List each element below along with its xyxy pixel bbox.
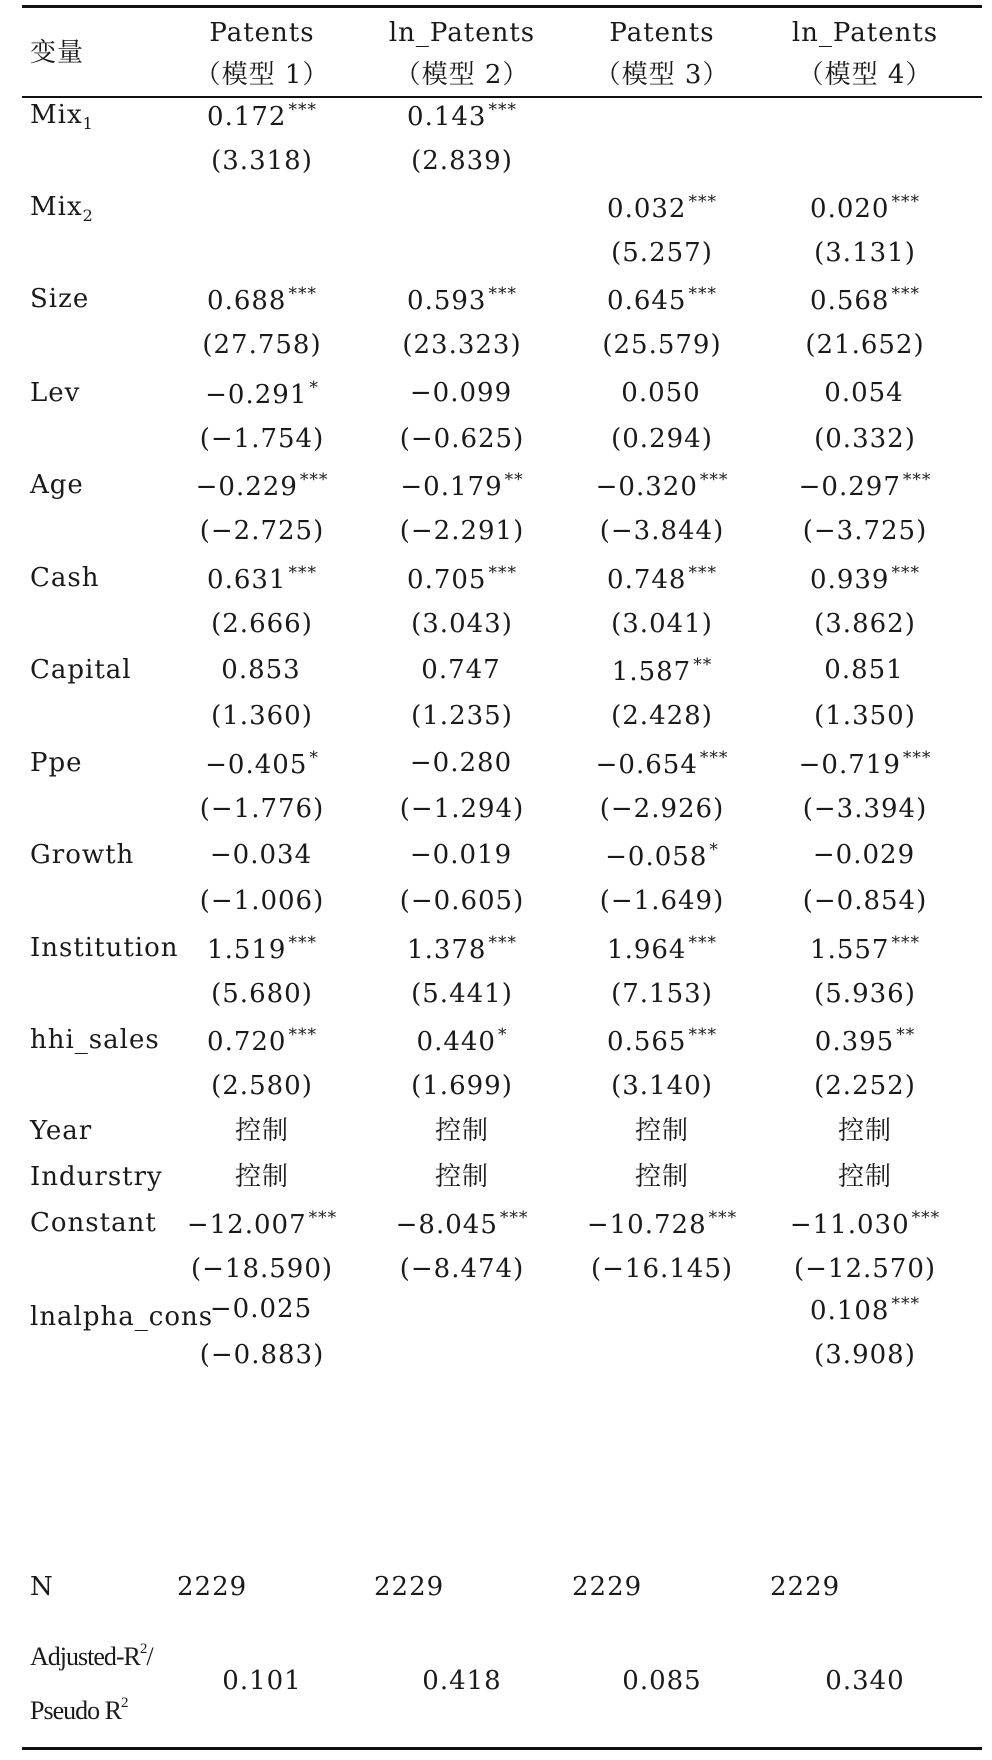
t-statistic-cell: (−0.605) — [399, 886, 525, 916]
table-bottom-rule — [22, 1747, 982, 1750]
coefficient-cell — [367, 565, 557, 593]
n-row-value: 2229 — [770, 1572, 841, 1602]
table-top-rule — [22, 5, 982, 8]
coefficient-value: 0.172 — [207, 102, 287, 132]
t-statistic-cell: (−1.006) — [199, 886, 325, 916]
coefficient-value: 0.565 — [607, 1027, 687, 1057]
coefficient-cell — [567, 286, 757, 314]
t-statistic-cell: (21.652) — [805, 330, 925, 360]
coefficient-cell — [367, 102, 557, 130]
significance-stars: *** — [699, 748, 729, 768]
coefficient-value: −12.007 — [186, 1210, 307, 1240]
coefficient-value: −0.019 — [409, 840, 513, 870]
significance-stars: ** — [693, 655, 713, 675]
coefficient-cell — [765, 1296, 965, 1324]
coefficient-cell — [765, 194, 965, 222]
coefficient-value: −0.297 — [798, 472, 901, 502]
coefficient-value: 0.688 — [207, 286, 287, 316]
coefficient-cell — [167, 380, 357, 408]
coefficient-cell — [167, 935, 357, 963]
t-statistic-cell: (2.580) — [211, 1071, 313, 1101]
coefficient-cell — [765, 842, 965, 868]
significance-stars: *** — [688, 1025, 717, 1045]
significance-stars: *** — [902, 470, 932, 490]
variable-label-size: Size — [30, 284, 90, 314]
coefficient-cell — [167, 657, 357, 683]
significance-stars: * — [309, 748, 319, 768]
coefficient-value: −8.045 — [395, 1210, 498, 1240]
coefficient-cell — [367, 935, 557, 963]
coefficient-cell — [567, 657, 757, 685]
coefficient-cell — [765, 1027, 965, 1055]
coefficient-cell — [567, 102, 757, 128]
coefficient-cell — [367, 286, 557, 314]
coefficient-cell — [765, 472, 965, 500]
significance-stars: *** — [488, 100, 517, 120]
significance-stars: *** — [902, 748, 932, 768]
r2-value: 0.340 — [825, 1666, 905, 1696]
t-statistic-cell: (3.140) — [611, 1071, 713, 1101]
control-value: 控制 — [434, 1116, 489, 1146]
t-statistic-cell: (27.758) — [202, 330, 322, 360]
coefficient-cell — [367, 472, 557, 500]
coefficient-cell — [765, 750, 965, 778]
significance-stars: *** — [288, 284, 317, 304]
r2-value: 0.101 — [222, 1666, 302, 1696]
t-statistic-cell: (−2.291) — [399, 516, 525, 546]
variable-label-mix: Mix$_2$ — [30, 192, 94, 225]
t-statistic-cell: (−3.844) — [599, 516, 725, 546]
coefficient-value: −0.025 — [209, 1294, 313, 1324]
t-statistic-cell: (2.428) — [611, 701, 713, 731]
col2-model: （模型 2） — [394, 60, 530, 90]
coefficient-value: −0.719 — [798, 750, 901, 780]
significance-stars: *** — [688, 563, 717, 583]
coefficient-value: −0.654 — [595, 750, 698, 780]
coefficient-value: −11.030 — [789, 1210, 910, 1240]
coefficient-cell — [167, 102, 357, 130]
t-statistic-cell: (−0.883) — [199, 1340, 325, 1370]
coefficient-cell — [367, 1210, 557, 1238]
coefficient-cell — [765, 286, 965, 314]
t-statistic-cell: (−0.625) — [399, 424, 525, 454]
coefficient-value: 0.645 — [607, 286, 687, 316]
significance-stars: * — [309, 378, 319, 398]
coefficient-value: 0.395 — [814, 1027, 895, 1057]
t-statistic-cell: (3.041) — [611, 609, 713, 639]
significance-stars: *** — [308, 1208, 338, 1228]
t-statistic-cell: (−3.394) — [802, 794, 928, 824]
t-statistic-cell: (1.360) — [211, 701, 313, 731]
coefficient-cell — [765, 657, 965, 683]
coefficient-cell — [167, 1210, 357, 1238]
t-statistic-cell: (5.936) — [814, 979, 916, 1009]
coefficient-value: 0.631 — [207, 565, 287, 595]
coefficient-cell — [167, 750, 357, 778]
significance-stars: *** — [708, 1208, 738, 1228]
significance-stars: *** — [891, 192, 920, 212]
n-row-value: 2229 — [177, 1572, 248, 1602]
variable-label-institution: Institution — [30, 933, 179, 963]
coefficient-value: 0.747 — [421, 655, 501, 685]
t-statistic-cell: (3.908) — [814, 1340, 916, 1370]
significance-stars: * — [497, 1025, 508, 1045]
coefficient-cell — [567, 935, 757, 963]
t-statistic-cell: (5.680) — [211, 979, 313, 1009]
control-value: 控制 — [837, 1162, 892, 1192]
coefficient-value: 0.050 — [621, 378, 701, 408]
control-value: 控制 — [634, 1162, 689, 1192]
significance-stars: *** — [488, 563, 517, 583]
coefficient-value: −0.034 — [209, 840, 313, 870]
coefficient-value: −0.229 — [195, 472, 298, 502]
coefficient-cell — [567, 565, 757, 593]
coefficient-cell — [367, 750, 557, 776]
significance-stars: ** — [504, 470, 524, 490]
coefficient-cell — [367, 380, 557, 406]
col3-model: （模型 3） — [594, 60, 730, 90]
coefficient-value: −0.058 — [605, 842, 708, 872]
control-value: 控制 — [234, 1116, 289, 1146]
significance-stars: *** — [891, 563, 920, 583]
n-row-value: 2229 — [572, 1572, 643, 1602]
significance-stars: *** — [699, 470, 729, 490]
col4-dep-var: ln_Patents — [791, 18, 939, 48]
coefficient-cell — [765, 380, 965, 406]
significance-stars: *** — [891, 284, 920, 304]
t-statistic-cell: (7.153) — [611, 979, 713, 1009]
t-statistic-cell: (−3.725) — [802, 516, 928, 546]
coefficient-value: 0.705 — [407, 565, 487, 595]
significance-stars: *** — [288, 933, 317, 953]
significance-stars: *** — [288, 100, 317, 120]
significance-stars: *** — [488, 284, 517, 304]
coefficient-value: −0.280 — [409, 748, 513, 778]
control-label-year: Year — [30, 1116, 93, 1146]
coefficient-value: −0.320 — [595, 472, 698, 502]
coefficient-value: 0.748 — [607, 565, 687, 595]
col4-model: （模型 4） — [797, 60, 933, 90]
variable-label-growth: Growth — [30, 840, 135, 870]
significance-stars: *** — [299, 470, 329, 490]
significance-stars: ** — [896, 1025, 916, 1045]
coefficient-value: −0.179 — [400, 472, 503, 502]
r2-row-label-line2: Pseudo $R^2$ — [30, 1695, 128, 1725]
coefficient-value: 0.851 — [824, 655, 904, 685]
control-label-indurstry: Indurstry — [30, 1162, 163, 1192]
coefficient-cell — [167, 565, 357, 593]
coefficient-value: 0.720 — [207, 1027, 287, 1057]
t-statistic-cell: (1.699) — [411, 1071, 513, 1101]
t-statistic-cell: (1.235) — [411, 701, 513, 731]
table-header-rule — [22, 96, 982, 98]
t-statistic-cell: (0.332) — [814, 424, 916, 454]
t-statistic-cell: (0.294) — [611, 424, 713, 454]
coefficient-cell — [567, 1296, 757, 1322]
t-statistic-cell: (−1.294) — [399, 794, 525, 824]
coefficient-value: 0.143 — [407, 102, 487, 132]
coefficient-value: 0.054 — [824, 378, 904, 408]
t-statistic-cell: (−1.754) — [199, 424, 325, 454]
coefficient-value: 1.519 — [207, 935, 287, 965]
variable-label-lev: Lev — [30, 378, 81, 408]
significance-stars: *** — [288, 1025, 317, 1045]
t-statistic-cell: (2.252) — [814, 1071, 916, 1101]
coefficient-value: 0.020 — [810, 194, 890, 224]
coefficient-value: −0.291 — [205, 380, 308, 410]
coefficient-value: 1.557 — [810, 935, 890, 965]
variable-label-ppe: Ppe — [30, 748, 83, 778]
coefficient-value: 0.568 — [810, 286, 890, 316]
control-value: 控制 — [434, 1162, 489, 1192]
t-statistic-cell: (3.131) — [814, 238, 916, 268]
n-row-value: 2229 — [374, 1572, 445, 1602]
coefficient-value: 1.587 — [611, 657, 692, 687]
variable-label-capital: Capital — [30, 655, 132, 685]
control-value: 控制 — [837, 1116, 892, 1146]
coefficient-cell — [765, 935, 965, 963]
t-statistic-cell: (2.839) — [411, 146, 513, 176]
control-value: 控制 — [234, 1162, 289, 1192]
significance-stars: *** — [911, 1208, 941, 1228]
regression-table — [22, 0, 982, 1760]
t-statistic-cell: (−1.649) — [599, 886, 725, 916]
t-statistic-cell: (−8.474) — [399, 1254, 525, 1284]
coefficient-value: −10.728 — [586, 1210, 707, 1240]
t-statistic-cell: (5.441) — [411, 979, 513, 1009]
r2-value: 0.085 — [622, 1666, 702, 1696]
t-statistic-cell: (25.579) — [602, 330, 722, 360]
significance-stars: *** — [488, 933, 517, 953]
t-statistic-cell: (3.318) — [211, 146, 313, 176]
significance-stars: *** — [688, 192, 717, 212]
coefficient-cell — [567, 194, 757, 222]
coefficient-cell — [567, 380, 757, 406]
variable-label-hhi_sales: hhi_sales — [30, 1025, 160, 1055]
significance-stars: *** — [688, 284, 717, 304]
coefficient-cell — [167, 1296, 357, 1322]
coefficient-value: −0.405 — [205, 750, 308, 780]
coefficient-cell — [367, 842, 557, 868]
coefficient-value: −0.029 — [812, 840, 916, 870]
coefficient-cell — [765, 102, 965, 128]
coefficient-cell — [167, 286, 357, 314]
coefficient-cell — [567, 842, 757, 870]
coefficient-cell — [765, 1210, 965, 1238]
r2-row-label-line1: Adjusted-$R^2/$ — [30, 1641, 153, 1671]
coefficient-cell — [167, 472, 357, 500]
coefficient-cell — [367, 1027, 557, 1055]
coefficient-cell — [167, 842, 357, 868]
coefficient-cell — [367, 1296, 557, 1322]
coefficient-value: 1.964 — [607, 935, 687, 965]
significance-stars: *** — [499, 1208, 529, 1228]
t-statistic-cell: (−12.570) — [793, 1254, 937, 1284]
t-statistic-cell: (23.323) — [402, 330, 522, 360]
t-statistic-cell: (−1.776) — [199, 794, 325, 824]
significance-stars: *** — [891, 933, 920, 953]
col1-model: （模型 1） — [194, 60, 330, 90]
coefficient-value: 0.032 — [607, 194, 687, 224]
col2-dep-var: ln_Patents — [388, 18, 536, 48]
t-statistic-cell: (1.350) — [814, 701, 916, 731]
coefficient-cell — [167, 194, 357, 220]
t-statistic-cell: (3.862) — [814, 609, 916, 639]
coefficient-cell — [167, 1027, 357, 1055]
col1-dep-var: Patents — [209, 18, 315, 48]
coefficient-cell — [567, 750, 757, 778]
t-statistic-cell: (2.666) — [211, 609, 313, 639]
n-row-label: N — [30, 1572, 54, 1602]
t-statistic-cell: (−2.725) — [199, 516, 325, 546]
coefficient-cell — [567, 472, 757, 500]
coefficient-cell — [567, 1027, 757, 1055]
variable-label-age: Age — [30, 470, 84, 500]
coefficient-value: 0.593 — [407, 286, 487, 316]
significance-stars: *** — [891, 1294, 920, 1314]
coefficient-value: 1.378 — [407, 935, 487, 965]
coefficient-cell — [367, 657, 557, 683]
t-statistic-cell: (3.043) — [411, 609, 513, 639]
coefficient-value: −0.099 — [409, 378, 513, 408]
constant-label: Constant — [30, 1208, 157, 1238]
significance-stars: * — [709, 840, 719, 860]
coefficient-value: 0.108 — [810, 1296, 890, 1326]
coefficient-value: 0.939 — [810, 565, 890, 595]
control-value: 控制 — [634, 1116, 689, 1146]
t-statistic-cell: (−18.590) — [190, 1254, 334, 1284]
lnalpha-label: lnalpha_cons — [30, 1302, 214, 1332]
coefficient-cell — [567, 1210, 757, 1238]
variable-label-mix: Mix$_1$ — [30, 100, 94, 133]
coefficient-value: 0.440 — [416, 1027, 496, 1057]
coefficient-cell — [765, 565, 965, 593]
coefficient-cell — [367, 194, 557, 220]
variable-label-cash: Cash — [30, 563, 100, 593]
variable-header: 变量 — [30, 38, 85, 68]
t-statistic-cell: (−0.854) — [802, 886, 928, 916]
r2-value: 0.418 — [422, 1666, 502, 1696]
t-statistic-cell: (−2.926) — [599, 794, 725, 824]
significance-stars: *** — [688, 933, 717, 953]
col3-dep-var: Patents — [609, 18, 715, 48]
coefficient-value: 0.853 — [221, 655, 301, 685]
t-statistic-cell: (−16.145) — [590, 1254, 734, 1284]
t-statistic-cell: (5.257) — [611, 238, 713, 268]
significance-stars: *** — [288, 563, 317, 583]
